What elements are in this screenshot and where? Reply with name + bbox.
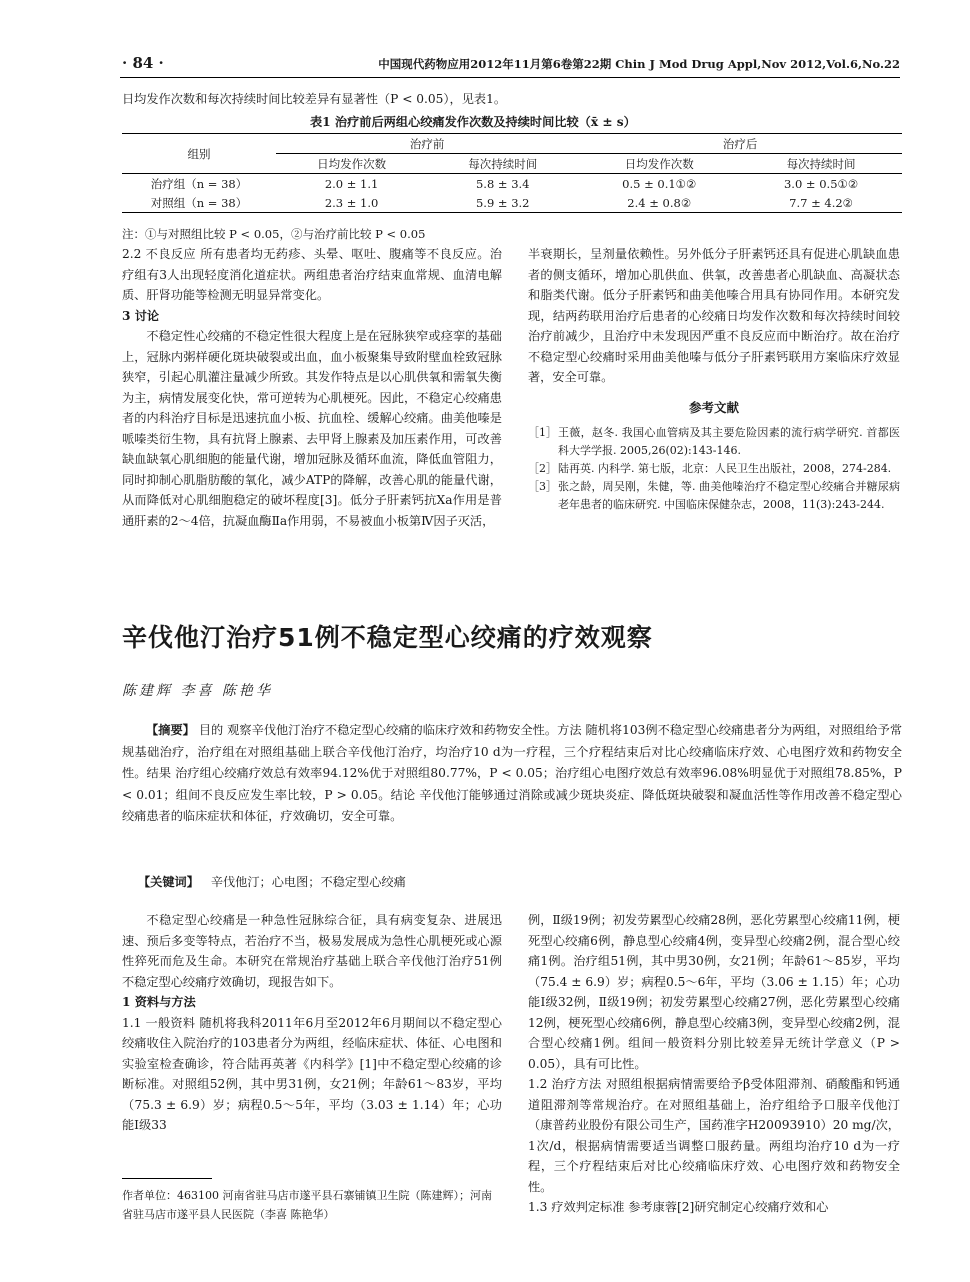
table-caption: 表1 治疗前后两组心绞痛发作次数及持续时间比较（x̄ ± s）	[310, 115, 636, 129]
article-left-column	[122, 910, 502, 1136]
header-rule	[120, 77, 900, 78]
table-cell: 2.3 ± 1.0	[276, 193, 427, 213]
table-row	[122, 193, 902, 213]
keywords-label: 【关键词】	[138, 875, 199, 889]
intro-paragraph: 不稳定型心绞痛是一种急性冠脉综合征，具有病变复杂、进展迅速、预后多变等特点，若治疗不当，极易发展成为急性心肌梗死或心源性猝死而危及生命。本研究在常规治疗基础上联合辛伐他汀治疗51例不稳定型心绞痛疗效确切，现报告如下。	[122, 913, 502, 989]
row-group: 治疗组（n = 38）	[150, 176, 248, 191]
article-right-column	[528, 910, 900, 1218]
sub-header: 每次持续时间	[427, 154, 578, 174]
abstract	[122, 720, 902, 828]
section-1-title: 1 资料与方法	[122, 995, 196, 1009]
journal-header: 中国现代药物应用2012年11月第6卷第22期 Chin J Mod Drug Appl,Nov 2012,Vol.6,No.22	[378, 57, 900, 71]
group-header: 组别	[122, 134, 276, 174]
section-3-title: 3 讨论	[122, 308, 160, 323]
table-note: 注：①与对照组比较 P < 0.05，②与治疗前比较 P < 0.05	[122, 227, 426, 241]
table-row	[122, 174, 902, 194]
sub-header: 每次持续时间	[740, 154, 902, 174]
keywords-text: 辛伐他汀；心电图；不稳定型心绞痛	[210, 875, 406, 889]
before-header: 治疗前	[276, 134, 578, 154]
prev-left-column	[122, 244, 502, 531]
sub-header: 日均发作次数	[578, 154, 740, 174]
section-1-1: 1.1 一般资料 随机将我科2011年6月至2012年6月期间以不稳定型心绞痛收住入院治疗的103患者分为两组，经临床症状、体征、心电图和实验室检查确诊，符合陆再英著《内科学》[1]中不稳定型心绞痛的诊断标准。对照组52例，其中男31例，女21例；年龄61～83岁，平均（75.3 ± 6.9）岁；病程0.5～5年，平均（3.03 ± 1.14）年；心功能Ⅰ级33	[122, 1015, 502, 1132]
table-cell: 5.8 ± 3.4	[475, 176, 530, 191]
reference-item: ［1］ 王薇，赵冬. 我国心血管病及其主要危险因素的流行病学研究. 首都医科大学学报. 2005,26(02):143-146.	[528, 426, 900, 457]
discussion-continued: 半衰期长，呈剂量依赖性。另外低分子肝素钙还具有促进心肌缺血患者的侧支循环，增加心肌供血、供氧，改善患者心肌缺血、高凝状态和脂类代谢。低分子肝素钙和曲美他嗪合用具有协同作用。本研究发现，结两药联用治疗后患者的心绞痛日均发作次数和每次持续时间较治疗前减少，且治疗中未发现因严重不良反应而中断治疗。故在治疗不稳定型心绞痛时采用曲美他嗪与低分子肝素钙联用方案临床疗效显著，安全可靠。	[528, 247, 900, 384]
article-title: 辛伐他汀治疗51例不稳定型心绞痛的疗效观察	[122, 623, 653, 652]
table-cell: 2.0 ± 1.1	[324, 176, 379, 191]
references-title: 参考文献	[688, 399, 739, 415]
results-table	[122, 133, 902, 213]
section-1-1-continued: 例，Ⅱ级19例；初发劳累型心绞痛28例，恶化劳累型心绞痛11例，梗死型心绞痛6例，静息型心绞痛4例，变异型心绞痛2例，混合型心绞痛1例。治疗组51例，其中男30例，女21例；年龄61～85岁，平均（75.4 ± 6.9）岁；病程0.5～6年，平均（3.06 ± 1.15）年；心功能Ⅰ级32例，Ⅱ级19例；初发劳累型心绞痛27例，恶化劳累型心绞痛12例，梗死型心绞痛6例，静息型心绞痛3例，变异型心绞痛2例，混合型心绞痛1例。组间一般资料分别比较差异无统计学意义（P > 0.05），具有可比性。	[528, 913, 900, 1071]
table-cell: 2.4 ± 0.8②	[578, 193, 740, 213]
sub-header: 日均发作次数	[276, 154, 427, 174]
section-2-2: 2.2 不良反应 所有患者均无药疹、头晕、呕吐、腹痛等不良反应。治疗组有3人出现轻度消化道症状。两组患者治疗结束血常规、血清电解质、肝肾功能等检测无明显异常变化。	[122, 247, 502, 302]
footnote-rule	[122, 1178, 212, 1179]
page-number: · 84 ·	[122, 54, 164, 72]
abstract-text: 目的 观察辛伐他汀治疗不稳定型心绞痛的临床疗效和药物安全性。方法 随机将103例不稳定型心绞痛患者分为两组，对照组给予常规基础治疗，治疗组在对照组基础上联合辛伐他汀治疗，均治疗10 d为一疗程，三个疗程结束后对比心绞痛临床疗效、心电图疗效和药物安全性。结果 治疗组心绞痛疗效总有效率94.12%优于对照组80.77%，P < 0.05；治疗组心电图疗效总有效率96.08%明显优于对照组78.85%，P < 0.01；组间不良反应发生率比较，P > 0.05。结论 辛伐他汀能够通过消除或减少斑块炎症、降低斑块破裂和凝血活性等作用改善不稳定型心绞痛患者的临床症状和体征，疗效确切，安全可靠。	[122, 723, 903, 823]
after-header: 治疗后	[578, 134, 902, 154]
table-cell: 3.0 ± 0.5①②	[783, 176, 859, 191]
table-cell: 5.9 ± 3.2	[427, 193, 578, 213]
abstract-label: 【摘要】	[146, 723, 195, 737]
table-cell: 0.5 ± 0.1①②	[622, 176, 697, 191]
section-1-3: 1.3 疗效判定标准 参考康蓉[2]研究制定心绞痛疗效和心	[528, 1200, 829, 1214]
article-authors: 陈建辉 李喜 陈艳华	[122, 683, 273, 699]
table-cell: 7.7 ± 4.2②	[740, 193, 902, 213]
author-affiliation: 作者单位：463100 河南省驻马店市遂平县石寨铺镇卫生院（陈建辉）；河南省驻马店市遂平县人民医院（李喜 陈艳华）	[122, 1189, 492, 1221]
reference-item: ［3］ 张之龄，周吴刚，朱健，等. 曲美他嗪治疗不稳定型心绞痛合并糖尿病老年患者的临床研究. 中国临床保健杂志，2008，11(3):243-244.	[528, 480, 900, 511]
results-lead-line: 日均发作次数和每次持续时间比较差异有显著性（P < 0.05），见表1。	[122, 92, 507, 106]
row-group: 对照组（n = 38）	[122, 193, 276, 213]
section-1-2: 1.2 治疗方法 对照组根据病情需要给予β受体阻滞剂、硝酸酯和钙通道阻滞剂等常规治疗。在对照组基础上，治疗组给予口服辛伐他汀（康普药业股份有限公司生产，国药准字H20093910）20 mg/次，1次/d，根据病情需要适当调整口服药量。两组均治疗10 d为一疗程，三个疗程结束后对比心绞痛临床疗效、心电图疗效和药物安全性。	[528, 1077, 900, 1194]
reference-item: ［2］ 陆再英. 内科学. 第七版，北京：人民卫生出版社，2008，274-284.	[528, 462, 892, 475]
prev-right-column	[528, 244, 900, 514]
keywords	[138, 873, 406, 890]
discussion-paragraph: 不稳定性心绞痛的不稳定性很大程度上是在冠脉狭窄或痉挛的基础上，冠脉内粥样硬化斑块破裂或出血，血小板聚集导致附壁血栓致冠脉狭窄，引起心肌灌注量减少所致。其发作特点是以心肌供氧和需氧失衡为主，病情发展变化快，常可逆转为心肌梗死。因此，不稳定心绞痛患者的内科治疗目标是迅速抗血小板、抗血栓、缓解心绞痛。曲美他嗪是哌嗪类衍生物，具有抗肾上腺素、去甲肾上腺素及加压素作用，可改善缺血缺氧心肌细胞的能量代谢，增加冠脉及循环血流，降低血管阻力，同时抑制心肌脂肪酸的氧化，减少ATP的降解，改善心肌的能量代谢，从而降低对心肌细胞稳定的破坏程度[3]。低分子肝素钙抗Xa作用是普通肝素的2～4倍，抗凝血酶Ⅱa作用弱，不易被血小板第Ⅳ因子灭活，	[122, 329, 502, 528]
